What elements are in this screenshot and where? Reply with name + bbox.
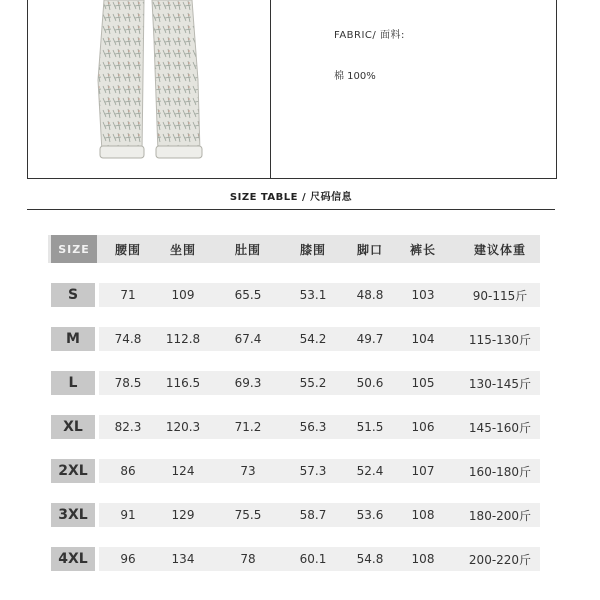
table-cell: 71.2 <box>234 420 262 434</box>
table-cell: 57.3 <box>299 464 327 478</box>
header-leg-opening: 脚口 <box>356 242 383 257</box>
table-cell: 51.5 <box>356 420 384 434</box>
table-cell: 108 <box>411 508 435 522</box>
table-cell: 105 <box>411 376 435 390</box>
fabric-label: FABRIC/ 面料: <box>334 30 405 41</box>
header-hip: 坐围 <box>169 242 196 257</box>
table-cell: 129 <box>171 508 195 522</box>
table-cell: 75.5 <box>234 508 262 522</box>
table-cell: 116.5 <box>165 376 201 390</box>
fabric-value: 棉 100% <box>334 71 376 82</box>
table-row <box>48 503 540 527</box>
size-table-title: SIZE TABLE / 尺码信息 <box>27 181 555 210</box>
table-cell: 52.4 <box>356 464 384 478</box>
header-knee: 膝围 <box>299 242 326 257</box>
table-cell: 65.5 <box>234 288 262 302</box>
table-cell: 120.3 <box>165 420 201 434</box>
table-cell: 53.6 <box>356 508 384 522</box>
table-cell: 134 <box>171 552 195 566</box>
product-image <box>92 0 206 164</box>
size-label: M <box>51 327 95 351</box>
table-cell: 54.8 <box>356 552 384 566</box>
table-row <box>48 547 540 571</box>
table-row <box>48 459 540 483</box>
table-cell: 109 <box>171 288 195 302</box>
table-cell: 180-200斤 <box>468 508 532 523</box>
table-cell: 54.2 <box>299 332 327 346</box>
frame-divider <box>270 0 271 178</box>
table-row <box>48 327 540 351</box>
header-belly: 肚围 <box>234 242 261 257</box>
table-cell: 86 <box>120 464 136 478</box>
size-label: 3XL <box>51 503 95 527</box>
table-cell: 67.4 <box>234 332 262 346</box>
table-cell: 145-160斤 <box>468 420 532 435</box>
table-cell: 48.8 <box>356 288 384 302</box>
table-cell: 56.3 <box>299 420 327 434</box>
size-table <box>48 235 540 567</box>
table-cell: 200-220斤 <box>468 552 532 567</box>
header-size: SIZE <box>51 235 97 263</box>
table-cell: 90-115斤 <box>472 288 528 303</box>
header-weight: 建议体重 <box>473 242 526 257</box>
table-cell: 49.7 <box>356 332 384 346</box>
table-cell: 78.5 <box>114 376 142 390</box>
table-cell: 74.8 <box>114 332 142 346</box>
table-cell: 112.8 <box>165 332 201 346</box>
table-cell: 78 <box>240 552 256 566</box>
table-cell: 69.3 <box>234 376 262 390</box>
table-cell: 53.1 <box>299 288 327 302</box>
table-cell: 104 <box>411 332 435 346</box>
table-cell: 71 <box>120 288 136 302</box>
table-row <box>48 415 540 439</box>
size-label: 2XL <box>51 459 95 483</box>
table-row <box>48 371 540 395</box>
table-cell: 55.2 <box>299 376 327 390</box>
table-cell: 130-145斤 <box>468 376 532 391</box>
table-cell: 124 <box>171 464 195 478</box>
table-cell: 91 <box>120 508 136 522</box>
table-cell: 82.3 <box>114 420 142 434</box>
header-waist: 腰围 <box>114 242 141 257</box>
table-cell: 160-180斤 <box>468 464 532 479</box>
size-label: L <box>51 371 95 395</box>
table-cell: 106 <box>411 420 435 434</box>
table-row <box>48 283 540 307</box>
table-cell: 58.7 <box>299 508 327 522</box>
table-cell: 108 <box>411 552 435 566</box>
table-cell: 107 <box>411 464 435 478</box>
table-cell: 96 <box>120 552 136 566</box>
size-label: XL <box>51 415 95 439</box>
size-label: 4XL <box>51 547 95 571</box>
table-cell: 73 <box>240 464 256 478</box>
table-cell: 60.1 <box>299 552 327 566</box>
table-cell: 103 <box>411 288 435 302</box>
table-cell: 50.6 <box>356 376 384 390</box>
size-label: S <box>51 283 95 307</box>
table-cell: 115-130斤 <box>468 332 532 347</box>
header-length: 裤长 <box>409 242 436 257</box>
table-header <box>48 235 540 263</box>
